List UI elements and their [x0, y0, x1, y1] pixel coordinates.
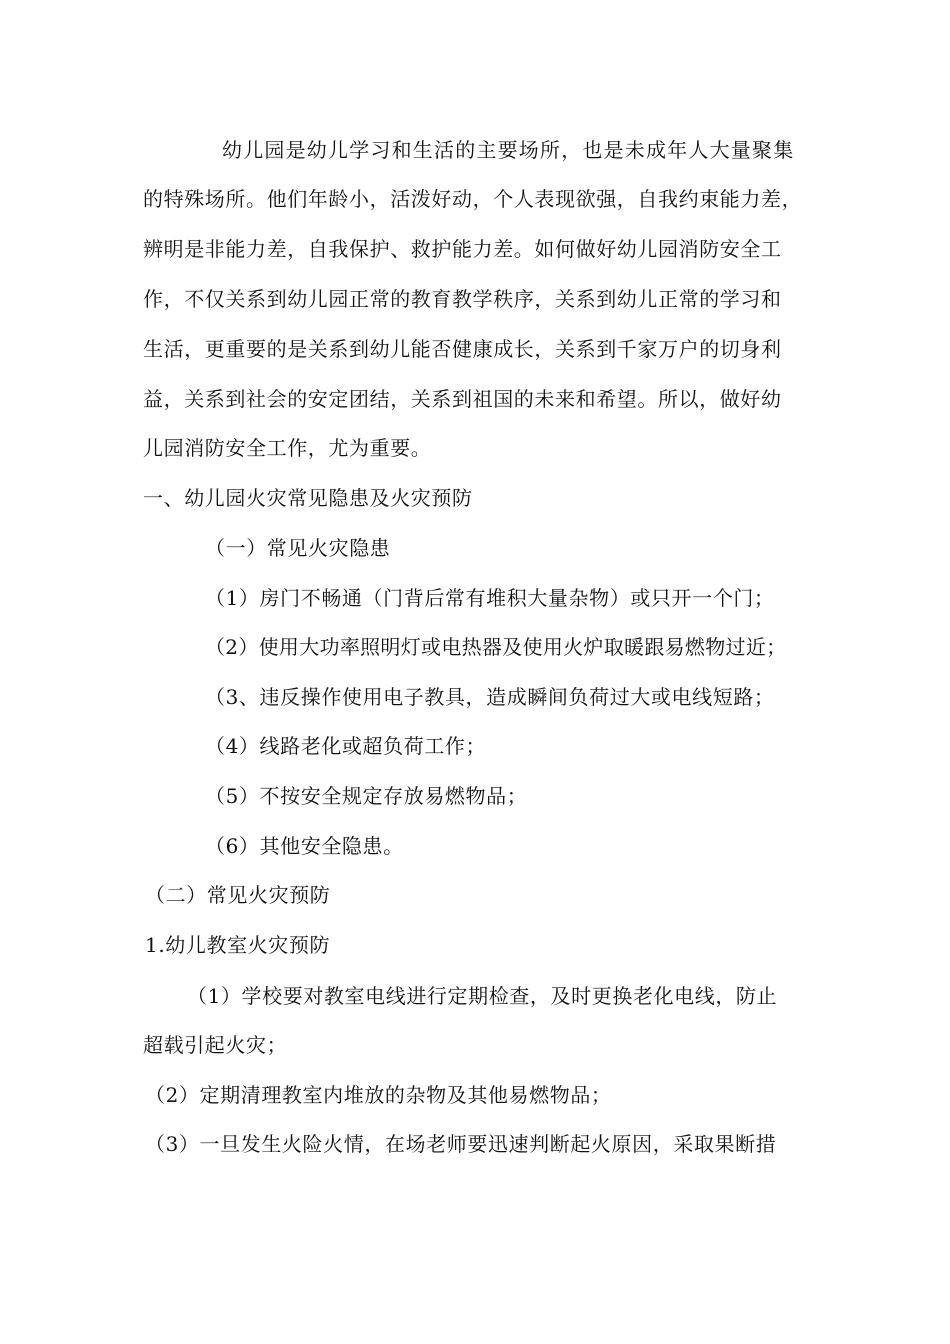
intro-line: 作，不仅关系到幼儿园正常的教育教学秩序，关系到幼儿正常的学习和: [143, 287, 782, 311]
intro-line: 的特殊场所。他们年龄小，活泼好动，个人表现欲强，自我约束能力差，: [143, 187, 803, 211]
part-heading: 1.幼儿教室火灾预防: [145, 933, 331, 957]
hazard-item: （5）不按安全规定存放易燃物品；: [205, 784, 528, 808]
prevention-item: （3）一旦发生火险火情，在场老师要迅速判断起火原因，采取果断措: [145, 1132, 777, 1156]
hazard-item: （2）使用大功率照明灯或电热器及使用火炉取暖跟易燃物过近；: [205, 635, 787, 659]
hazard-item: （6）其他安全隐患。: [205, 834, 404, 858]
hazard-item: （4）线路老化或超负荷工作；: [205, 734, 487, 758]
prevention-item: （2）定期清理教室内堆放的杂物及其他易燃物品；: [145, 1083, 612, 1107]
subsection-heading: （二）常见火灾预防: [145, 883, 331, 907]
intro-line: 生活，更重要的是关系到幼儿能否健康成长，关系到千家万户的切身利: [143, 337, 782, 361]
hazard-item: （3、违反操作使用电子教具，造成瞬间负荷过大或电线短路；: [205, 685, 775, 709]
subsection-heading: （一）常见火灾隐患: [205, 536, 391, 560]
prevention-item: （1）学校要对教室电线进行定期检查，及时更换老化电线，防止: [187, 984, 778, 1008]
intro-line: 辨明是非能力差，自我保护、救护能力差。如何做好幼儿园消防安全工: [143, 237, 782, 261]
intro-line: 益，关系到社会的安定团结，关系到祖国的未来和希望。所以，做好幼: [143, 387, 782, 411]
intro-line: 儿园消防安全工作，尤为重要。: [143, 436, 432, 460]
intro-line: 幼儿园是幼儿学习和生活的主要场所，也是未成年人大量聚集: [222, 138, 795, 162]
prevention-item: 超载引起火灾；: [143, 1033, 288, 1057]
hazard-item: （1）房门不畅通（门背后常有堆积大量杂物）或只开一个门；: [205, 586, 775, 610]
section-heading: 一、幼儿园火灾常见隐患及火灾预防: [143, 486, 473, 510]
